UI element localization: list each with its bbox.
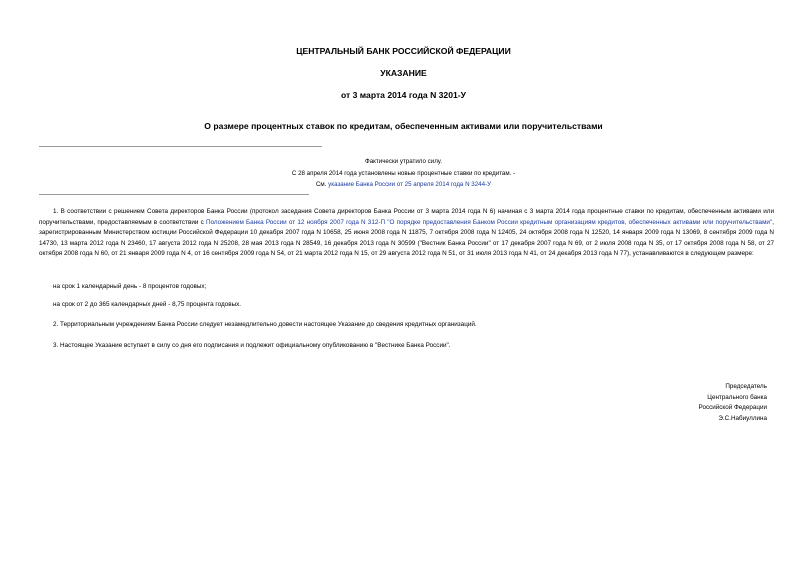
paragraph-2-text: 2. Территориальным учреждениям Банка России следует незамедлительно довести настоящее Указание до сведения кредитных организаций. [53,321,477,328]
status-note-line2: С 28 апреля 2014 года установлены новые процентные ставки по кредитам. - [291,170,516,177]
rate-item-1 [39,282,774,293]
link-decree-3244[interactable]: указание Банка России от 25 апреля 2014 года N 3244-У [328,181,492,188]
status-note-line3 [0,181,807,189]
signature-org-line2: Российской Федерации [698,404,767,412]
divider-bottom [39,194,309,195]
paragraph-1 [39,207,774,260]
paragraph-2 [39,320,774,331]
status-note-prefix: См. [315,181,329,188]
document-date-number: от 3 марта 2014 года N 3201-У [341,90,466,100]
paragraph-3 [39,341,774,352]
paragraph-1-text-a: 1. В соответствии с решением Совета директоров Банка России (протокол заседания Совета директоров Банка России от 3 марта 2014 года N 6) начиная с 3 марта 2014 года процентные ставки по кредитам, обеспеченным активами или поручительствами, предоставляемым в соответствии с [39,208,774,226]
issuer-heading: ЦЕНТРАЛЬНЫЙ БАНК РОССИЙСКОЙ ФЕДЕРАЦИИ [296,46,511,56]
rate-item-2-text: на срок от 2 до 365 календарных дней - 8,75 процента годовых. [53,301,242,308]
document-title: О размере процентных ставок по кредитам, обеспеченным активами или поручительствами [204,121,603,131]
status-note-line1: Фактически утратило силу. [364,158,442,165]
paragraph-3-text: 3. Настоящее Указание вступает в силу со дня его подписания и подлежит официальному опубликованию в "Вестнике Банка России". [53,342,451,349]
document-type: УКАЗАНИЕ [380,68,427,78]
signature-position: Председатель [725,383,767,390]
rate-item-2 [39,300,774,311]
rate-item-1-text: на срок 1 календарный день - 8 процентов годовых; [53,283,207,290]
paragraph-1-text-b: , зарегистрированным Министерством юстиции Российской Федерации 10 декабря 2007 года N 10658, 25 июня 2008 года N 11875, 7 октября 2008 года N 12405, 24 октября 2008 года N 12520, 14 января 2009 года N 13069, 8 сентября 2009 года N 14730, 13 марта 2012 года N 23460, 17 августа 2012 года N 25208, 28 мая 2013 года N 28549, 16 декабря 2013 года N 30599 ("Вестник Банка России" от 17 декабря 2007 года N 69, от 2 июля 2008 года N 35, от 17 октября 2008 года N 58, от 27 октября 2008 года N 60, от 21 января 2009 года N 4, от 16 сентября 2009 года N 54, от 21 марта 2012 года N 15, от 29 августа 2012 года N 51, от 31 июля 2013 года N 41, от 24 декабря 2013 года N 77), устанавливаются в следующем размере: [39,218,774,258]
link-regulation-312p[interactable]: Положением Банка России от 12 ноября 2007 года N 312-П "О порядке предоставления Банком России кредитным организациям кредитов, обеспеченных активами или поручительствами" [205,218,773,226]
signature-org-line1: Центрального банка [707,393,767,401]
signature-name: Э.С.Набиуллина [718,414,767,422]
signature-block [699,382,767,424]
divider-top [39,146,322,147]
